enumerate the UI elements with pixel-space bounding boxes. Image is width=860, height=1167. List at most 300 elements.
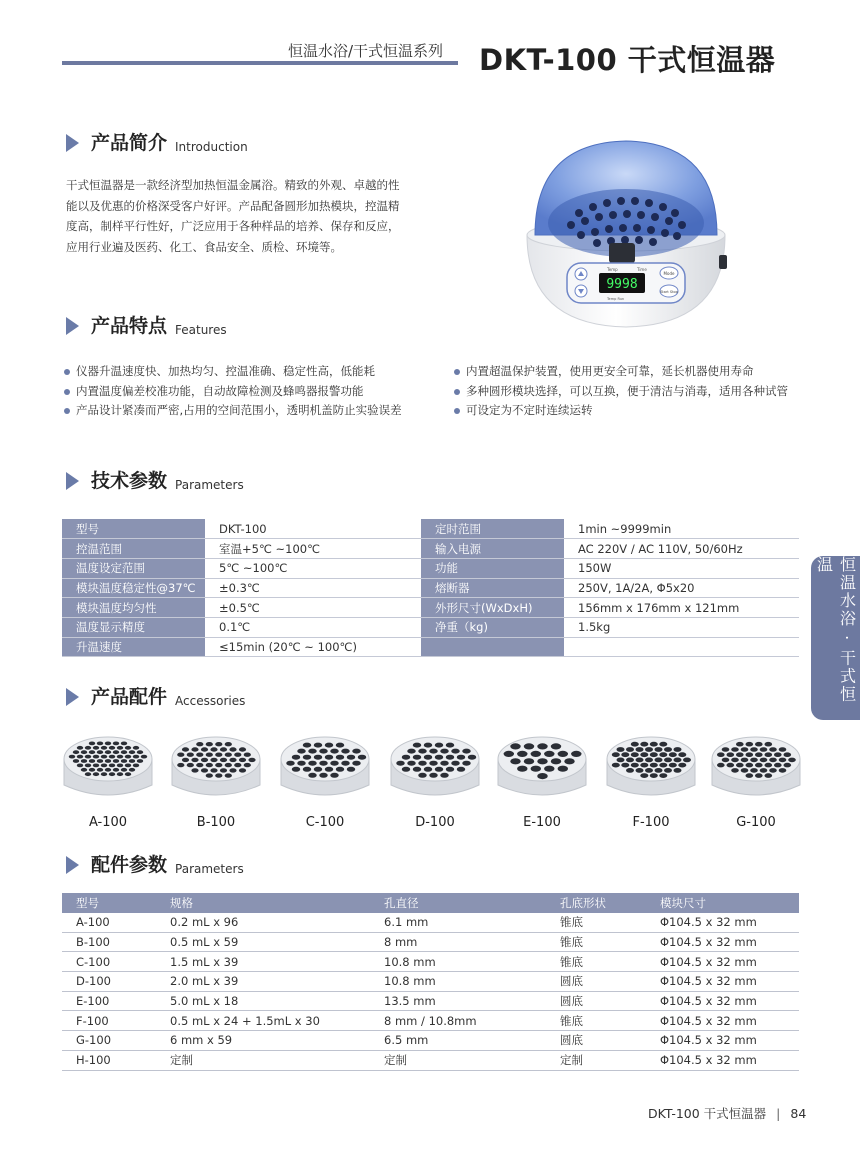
intro-line: 应用行业遍及医药、化工、食品安全、质检、环境等。 <box>66 239 342 254</box>
block-hole <box>303 767 311 772</box>
features-list-right <box>454 362 788 421</box>
block-hole <box>429 773 437 778</box>
block-hole <box>239 768 246 772</box>
block-hole <box>77 755 83 759</box>
table-cell: 锥底 <box>546 913 646 933</box>
block-hole <box>655 747 663 752</box>
block-hole <box>396 761 404 766</box>
block-hole <box>640 742 648 747</box>
heading-cn: 产品简介 <box>91 132 168 154</box>
block-hole <box>731 747 739 752</box>
block-hole <box>225 742 232 746</box>
block-hole <box>137 759 143 763</box>
block-hole <box>678 752 686 757</box>
heating-block-image <box>496 733 588 805</box>
block-hole <box>531 751 541 757</box>
block-hole <box>640 773 648 778</box>
block-hole <box>446 743 454 748</box>
accessory-parameters-table <box>62 893 799 1071</box>
block-hole <box>429 761 437 766</box>
block-hole <box>97 768 103 772</box>
param-value: ±0.5℃ <box>205 598 421 618</box>
block-hole <box>746 742 754 747</box>
block-hole <box>659 763 667 768</box>
block-hole <box>81 750 87 754</box>
block-hole <box>141 755 147 759</box>
block-hole <box>446 755 454 760</box>
block-hole <box>229 747 236 751</box>
block-hole <box>551 743 561 749</box>
table-cell: F-100 <box>62 1011 156 1031</box>
block-hole <box>774 752 782 757</box>
block-hole <box>631 763 639 768</box>
table-cell: 5.0 mL x 18 <box>156 991 370 1011</box>
block-hole <box>187 753 194 757</box>
block-hole <box>669 752 677 757</box>
block-hole <box>424 743 432 748</box>
product-image <box>519 135 734 330</box>
block-hole <box>234 763 241 767</box>
block-hole <box>413 743 421 748</box>
block-hole <box>765 742 773 747</box>
block-hole <box>105 759 111 763</box>
param-key: 功能 <box>421 558 564 578</box>
block-hole <box>788 758 796 763</box>
block-hole <box>191 758 198 762</box>
block-hole <box>765 763 773 768</box>
param-value: 5℃ ~100℃ <box>205 558 421 578</box>
block-hole <box>325 755 333 760</box>
svg-text:Start Stop: Start Stop <box>660 290 678 294</box>
block-hole <box>779 758 787 763</box>
block-hole <box>117 764 123 768</box>
header-rule <box>62 61 458 65</box>
block-hole <box>741 768 749 773</box>
block-hole <box>319 761 327 766</box>
param-key: 温度显示精度 <box>62 617 205 637</box>
block-hole <box>201 758 208 762</box>
heating-block-image <box>605 733 697 805</box>
block-hole <box>133 755 139 759</box>
block-hole <box>336 755 344 760</box>
block-hole <box>206 742 213 746</box>
block-hole <box>325 767 333 772</box>
block-hole <box>424 767 432 772</box>
block-hole <box>504 751 514 757</box>
block-hole <box>418 749 426 754</box>
block-hole <box>727 752 735 757</box>
block-hole <box>626 758 634 763</box>
block-hole <box>85 755 91 759</box>
table-cell: 6.5 mm <box>370 1031 546 1051</box>
block-hole <box>220 768 227 772</box>
table-row <box>62 1031 799 1051</box>
block-hole <box>93 772 99 776</box>
block-hole <box>413 767 421 772</box>
block-hole <box>308 773 316 778</box>
block-hole <box>440 761 448 766</box>
block-hole <box>750 758 758 763</box>
triangle-bullet-icon <box>66 688 79 706</box>
table-cell: C-100 <box>62 952 156 972</box>
block-hole <box>308 749 316 754</box>
block-hole <box>330 773 338 778</box>
block-hole <box>650 773 658 778</box>
block-hole <box>674 768 682 773</box>
block-hole <box>220 758 227 762</box>
table-cell: G-100 <box>62 1031 156 1051</box>
block-hole <box>73 750 79 754</box>
block-hole <box>659 742 667 747</box>
block-hole <box>303 743 311 748</box>
block-hole <box>81 759 87 763</box>
block-hole <box>215 773 222 777</box>
block-hole <box>210 768 217 772</box>
table-cell: Φ104.5 x 32 mm <box>646 991 799 1011</box>
block-hole <box>81 768 87 772</box>
column-header: 孔底形状 <box>546 893 646 913</box>
param-value: 250V, 1A/2A, Φ5x20 <box>564 578 799 598</box>
block-hole <box>435 767 443 772</box>
block-hole <box>524 743 534 749</box>
param-key: 型号 <box>62 519 205 539</box>
param-key: 温度设定范围 <box>62 558 205 578</box>
table-cell: Φ104.5 x 32 mm <box>646 952 799 972</box>
svg-text:Temp Run: Temp Run <box>607 297 625 301</box>
table-cell: Φ104.5 x 32 mm <box>646 1011 799 1031</box>
block-hole <box>424 755 432 760</box>
table-cell: 8 mm / 10.8mm <box>370 1011 546 1031</box>
block-hole <box>215 753 222 757</box>
block-hole <box>531 766 541 772</box>
heading-en: Introduction <box>175 140 248 154</box>
block-hole <box>631 742 639 747</box>
page-title: DKT-100 干式恒温器 <box>479 43 776 77</box>
param-value: 1.5kg <box>564 617 799 637</box>
accessory-label: B-100 <box>196 815 236 830</box>
heading-en: Parameters <box>175 862 244 876</box>
block-hole <box>457 767 465 772</box>
table-cell: 0.5 mL x 24 + 1.5mL x 30 <box>156 1011 370 1031</box>
block-hole <box>105 768 111 772</box>
block-hole <box>765 752 773 757</box>
block-hole <box>636 747 644 752</box>
param-value: 室温+5℃ ~100℃ <box>205 539 421 559</box>
block-hole <box>121 759 127 763</box>
param-key: 升温速度 <box>62 637 205 657</box>
table-cell: 13.5 mm <box>370 991 546 1011</box>
table-cell: Φ104.5 x 32 mm <box>646 972 799 992</box>
block-hole <box>225 773 232 777</box>
block-hole <box>206 773 213 777</box>
feature-item: 可设定为不定时连续运转 <box>454 401 788 421</box>
block-hole <box>206 753 213 757</box>
block-hole <box>784 752 792 757</box>
footer-separator: | <box>776 1106 781 1121</box>
block-hole <box>544 751 554 757</box>
block-hole <box>319 773 327 778</box>
block-hole <box>640 752 648 757</box>
block-hole <box>746 763 754 768</box>
block-hole <box>109 755 115 759</box>
block-hole <box>352 749 360 754</box>
block-hole <box>125 772 131 776</box>
block-hole <box>621 763 629 768</box>
block-hole <box>451 749 459 754</box>
param-key: 控温范围 <box>62 539 205 559</box>
block-hole <box>314 743 322 748</box>
block-hole <box>113 759 119 763</box>
block-hole <box>750 747 758 752</box>
block-hole <box>626 747 634 752</box>
param-value: 150W <box>564 558 799 578</box>
block-hole <box>129 768 135 772</box>
section-heading-introduction <box>66 128 248 155</box>
block-hole <box>336 767 344 772</box>
block-hole <box>239 747 246 751</box>
table-cell: H-100 <box>62 1050 156 1070</box>
table-row <box>62 1050 799 1070</box>
section-heading-accessory-parameters <box>66 850 244 877</box>
table-cell: 定制 <box>546 1050 646 1070</box>
table-cell: Φ104.5 x 32 mm <box>646 932 799 952</box>
section-heading-parameters <box>66 466 244 493</box>
table-cell: 定制 <box>370 1050 546 1070</box>
block-hole <box>101 755 107 759</box>
block-hole <box>196 753 203 757</box>
block-hole <box>182 747 189 751</box>
param-key: 定时范围 <box>421 519 564 539</box>
block-hole <box>650 742 658 747</box>
block-hole <box>664 747 672 752</box>
accessory-label: D-100 <box>415 815 455 830</box>
block-hole <box>722 747 730 752</box>
block-hole <box>196 742 203 746</box>
block-hole <box>292 767 300 772</box>
block-hole <box>121 750 127 754</box>
block-hole <box>229 768 236 772</box>
param-value: DKT-100 <box>205 519 421 539</box>
block-hole <box>571 751 581 757</box>
block-hole <box>93 755 99 759</box>
block-hole <box>177 763 184 767</box>
table-row <box>62 637 799 657</box>
block-hole <box>402 767 410 772</box>
block-hole <box>524 758 534 764</box>
block-hole <box>645 758 653 763</box>
block-hole <box>769 768 777 773</box>
block-hole <box>177 753 184 757</box>
heading-cn: 配件参数 <box>91 854 168 876</box>
block-hole <box>736 742 744 747</box>
table-cell: 6.1 mm <box>370 913 546 933</box>
block-hole <box>736 752 744 757</box>
heating-block-image <box>62 733 154 805</box>
table-row <box>62 519 799 539</box>
block-hole <box>612 763 620 768</box>
block-hole <box>769 747 777 752</box>
block-hole <box>429 749 437 754</box>
block-hole <box>440 749 448 754</box>
accessory-item <box>496 733 588 830</box>
param-key: 外形尺寸(WxDxH) <box>421 598 564 618</box>
block-hole <box>297 749 305 754</box>
table-cell: D-100 <box>62 972 156 992</box>
heading-en: Parameters <box>175 478 244 492</box>
heating-block-image <box>389 733 481 805</box>
triangle-bullet-icon <box>66 134 79 152</box>
heading-cn: 技术参数 <box>91 470 168 492</box>
block-hole <box>101 772 107 776</box>
table-row <box>62 932 799 952</box>
block-hole <box>451 761 459 766</box>
block-hole <box>121 742 127 746</box>
block-hole <box>435 755 443 760</box>
block-hole <box>755 773 763 778</box>
block-hole <box>418 773 426 778</box>
param-value: ±0.3℃ <box>205 578 421 598</box>
block-hole <box>741 758 749 763</box>
param-value-empty <box>564 637 799 657</box>
block-hole <box>440 773 448 778</box>
block-hole <box>113 768 119 772</box>
block-hole <box>244 763 251 767</box>
block-hole <box>303 755 311 760</box>
block-hole <box>77 764 83 768</box>
table-cell: 8 mm <box>370 932 546 952</box>
block-hole <box>722 758 730 763</box>
block-hole <box>292 755 300 760</box>
block-hole <box>774 763 782 768</box>
block-hole <box>746 773 754 778</box>
block-hole <box>779 747 787 752</box>
accessory-label: A-100 <box>88 815 128 830</box>
block-hole <box>89 750 95 754</box>
table-cell: 1.5 mL x 39 <box>156 952 370 972</box>
block-hole <box>97 759 103 763</box>
block-hole <box>85 746 91 750</box>
footer <box>648 1104 806 1122</box>
block-hole <box>330 761 338 766</box>
block-hole <box>664 758 672 763</box>
block-hole <box>85 772 91 776</box>
accessory-item <box>170 733 262 830</box>
block-hole <box>551 758 561 764</box>
block-hole <box>121 768 127 772</box>
block-hole <box>330 749 338 754</box>
accessory-label: G-100 <box>736 815 776 830</box>
table-row <box>62 578 799 598</box>
block-hole <box>558 751 568 757</box>
block-hole <box>755 763 763 768</box>
block-hole <box>617 758 625 763</box>
block-hole <box>125 746 131 750</box>
table-cell: Φ104.5 x 32 mm <box>646 1050 799 1070</box>
table-row <box>62 617 799 637</box>
heading-en: Features <box>175 323 227 337</box>
accessory-item <box>389 733 481 830</box>
block-hole <box>727 763 735 768</box>
table-cell: 2.0 mL x 39 <box>156 972 370 992</box>
block-hole <box>101 764 107 768</box>
block-hole <box>358 755 366 760</box>
param-key: 模块温度稳定性@37℃ <box>62 578 205 598</box>
heading-cn: 产品配件 <box>91 686 168 708</box>
table-row <box>62 952 799 972</box>
accessory-item <box>710 733 802 830</box>
block-hole <box>636 768 644 773</box>
table-row <box>62 539 799 559</box>
block-hole <box>769 758 777 763</box>
block-hole <box>537 758 547 764</box>
table-cell: Φ104.5 x 32 mm <box>646 913 799 933</box>
series-title: 恒温水浴/干式恒温系列 <box>288 42 444 60</box>
block-hole <box>314 755 322 760</box>
section-heading-accessories <box>66 682 245 709</box>
block-hole <box>683 758 691 763</box>
accessory-label: E-100 <box>523 815 561 830</box>
block-hole <box>564 758 574 764</box>
block-hole <box>510 758 520 764</box>
param-key: 模块温度均匀性 <box>62 598 205 618</box>
table-row <box>62 598 799 618</box>
feature-item: 多种圆形模块选择，可以互换，便于清洁与消毒，适用各种试管 <box>454 382 788 402</box>
block-hole <box>755 742 763 747</box>
block-hole <box>286 761 294 766</box>
block-hole <box>402 755 410 760</box>
intro-line: 干式恒温器是一款经济型加热恒温金属浴。精致的外观、卓越的性 <box>66 178 400 192</box>
block-hole <box>336 743 344 748</box>
block-hole <box>210 758 217 762</box>
block-hole <box>89 759 95 763</box>
block-hole <box>225 763 232 767</box>
table-cell: 圆底 <box>546 991 646 1011</box>
table-cell: E-100 <box>62 991 156 1011</box>
block-hole <box>93 764 99 768</box>
block-hole <box>201 768 208 772</box>
table-row <box>62 991 799 1011</box>
block-hole <box>319 749 327 754</box>
triangle-bullet-icon <box>66 317 79 335</box>
table-cell: A-100 <box>62 913 156 933</box>
block-hole <box>341 761 349 766</box>
block-hole <box>125 764 131 768</box>
block-hole <box>717 752 725 757</box>
block-hole <box>113 750 119 754</box>
page-number: 84 <box>790 1106 807 1121</box>
block-hole <box>347 755 355 760</box>
block-hole <box>220 747 227 751</box>
block-hole <box>297 761 305 766</box>
triangle-bullet-icon <box>66 472 79 490</box>
block-hole <box>210 747 217 751</box>
block-hole <box>105 742 111 746</box>
side-category-tab <box>811 556 860 720</box>
block-hole <box>117 772 123 776</box>
accessory-label: F-100 <box>632 815 670 830</box>
block-hole <box>446 767 454 772</box>
block-hole <box>69 755 75 759</box>
column-header: 规格 <box>156 893 370 913</box>
block-hole <box>225 753 232 757</box>
block-hole <box>655 758 663 763</box>
block-hole <box>669 763 677 768</box>
display-readout: 9998 <box>606 277 638 292</box>
block-hole <box>659 773 667 778</box>
block-hole <box>352 761 360 766</box>
block-hole <box>462 761 470 766</box>
block-hole <box>631 752 639 757</box>
